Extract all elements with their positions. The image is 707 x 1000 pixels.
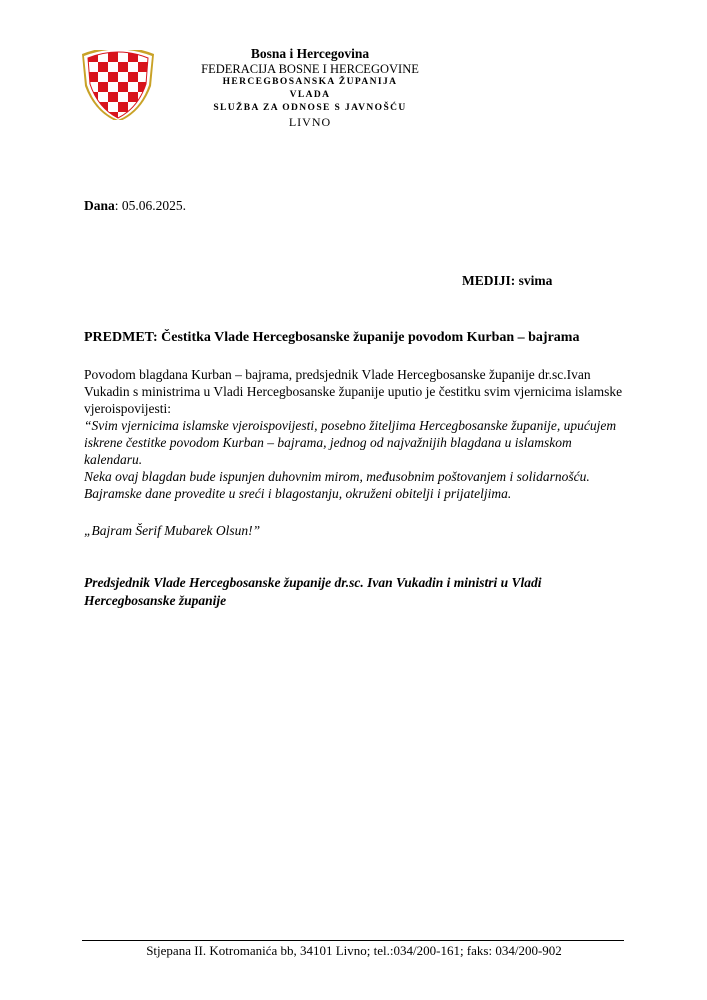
closing-greeting: „Bajram Šerif Mubarek Olsun!” [84, 523, 261, 538]
letter-body [84, 366, 624, 539]
date-value: : 05.06.2025. [114, 198, 187, 213]
quote-paragraph-1: “Svim vjernicima islamske vjeroispovijesti, posebno žiteljima Hercegbosanske županije, upućujem iskrene čestitke povodom Kurban – bajrama, jednog od najvažnijih blagdana u islamskom kalendaru. [84, 418, 617, 467]
federation-name: FEDERACIJA BOSNE I HERCEGOVINE [201, 62, 419, 76]
checkered-coat-of-arms-icon [78, 50, 158, 120]
signature: Predsjednik Vlade Hercegbosanske županije dr.sc. Ivan Vukadin i ministri u Vladi Hercegbosanske županije [84, 575, 542, 608]
office-name: SLUŽBA ZA ODNOSE S JAVNOŠĆU [213, 103, 407, 113]
country-name: Bosna i Hercegovina [250, 46, 370, 61]
subject-line: PREDMET: Čestitka Vlade Hercegbosanske županije povodom Kurban – bajrama [84, 330, 580, 345]
city-name: LIVNO [288, 115, 332, 129]
intro-paragraph: Povodom blagdana Kurban – bajrama, predsjednik Vlade Hercegbosanske županije dr.sc.Ivan Vukadin s ministrima u Vladi Hercegbosanske županije uputio je čestitku svim vjernicima islamske vjeroispovijesti: [84, 367, 623, 416]
recipients: MEDIJI: svima [462, 273, 553, 288]
quote-paragraph-2: Neka ovaj blagdan bude ispunjen duhovnim mirom, međusobnim poštovanjem i solidarnošću. Bajramske dane provedite u sreći i blagostanju, okruženi obitelji i prijateljima. [84, 469, 590, 501]
letterhead [160, 46, 460, 129]
document-date [84, 198, 186, 214]
county-name: HERCEGBOSANSKA ŽUPANIJA [222, 77, 398, 87]
date-label: Dana [84, 198, 115, 213]
footer-address: Stjepana II. Kotromanića bb, 34101 Livno; tel.:034/200-161; faks: 034/200-902 [146, 943, 562, 958]
footer-divider [82, 940, 624, 941]
government-name: VLADA [289, 90, 331, 100]
